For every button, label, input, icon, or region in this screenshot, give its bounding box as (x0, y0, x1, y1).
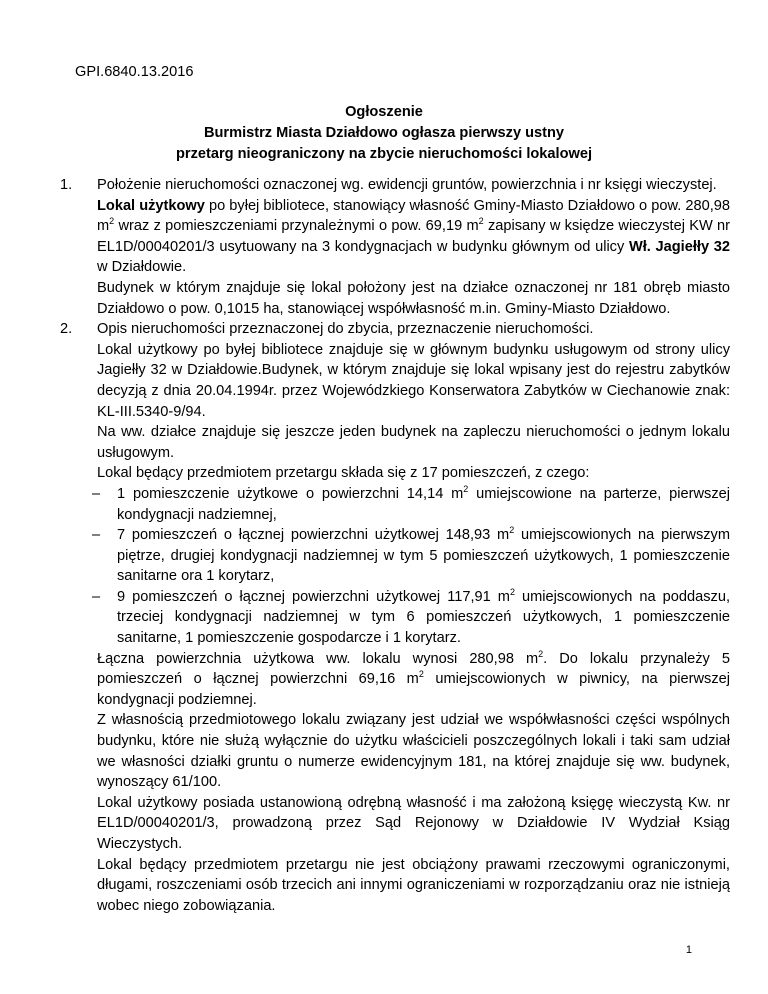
section-1 (60, 175, 731, 319)
paragraph (97, 649, 730, 711)
paragraph: Lokal użytkowy posiada ustanowioną odrębną własność i ma założoną księgę wieczystą Kw. nr EL1D/00040201/3, prowadzoną przez Sąd Rejonowy w Działdowie IV Wydział Ksiąg Wieczystych. (97, 794, 730, 852)
bold-text: Lokal użytkowy (97, 197, 205, 214)
text-span: . Do lokalu przynależy 5 pomieszczeń o łącznej powierzchni 69,16 m (97, 650, 730, 688)
paragraph (97, 196, 730, 278)
text-span: umiejscowionych na poddaszu, trzeciej kondygnacji nadziemnej w tym 6 pomieszczeń użytkowych, 1 pomieszczenie sanitarne, 1 pomieszczenie gospodarcze i 1 korytarz. (117, 588, 730, 647)
page-number: 1 (685, 944, 692, 956)
paragraph: Lokal będący przedmiotem przetargu nie jest obciążony prawami rzeczowymi ograniczonymi, długami, roszczeniami osób trzecich ani innymi ograniczeniami w rozporządzaniu oraz nie istnieją wobec niego zobowiązania. (97, 856, 730, 914)
document-reference: GPI.6840.13.2016 (75, 64, 194, 80)
dash-bullet: – (92, 588, 101, 605)
superscript: 2 (109, 216, 115, 227)
announcement-subtitle-line-1: Burmistrz Miasta Działdowo ogłasza pierwszy ustny (203, 125, 565, 141)
announcement-subtitle-line-2: przetarg nieograniczony na zbycie nieruchomości lokalowej (175, 146, 593, 162)
superscript: 2 (478, 216, 484, 227)
bold-text: Wł. Jagiełły 32 (628, 238, 730, 255)
superscript: 2 (509, 525, 515, 536)
section-heading: Opis nieruchomości przeznaczonej do zbycia, przeznaczenie nieruchomości. (97, 321, 594, 338)
superscript: 2 (509, 586, 515, 597)
section-number: 1. (60, 177, 73, 193)
text-span: umiejscowione na parterze, pierwszej kondygnacji nadziemnej, (117, 485, 730, 523)
text-span: w Działdowie. (97, 259, 187, 276)
paragraph: Z własnością przedmiotowego lokalu związany jest udział we współwłasności części wspólnych budynku, które nie służą wyłącznie do użytku właścicieli poszczególnych lokali i taki sam udział we własności działki gruntu o numerze ewidencyjnym 181, na której znajduje się ww. budynek, wynoszący 61/100. (97, 712, 730, 791)
list-item (92, 525, 730, 587)
section-heading: Położenie nieruchomości oznaczonej wg. ewidencji gruntów, powierzchnia i nr księgi wieczystej. (97, 177, 717, 193)
paragraph: Na ww. działce znajduje się jeszcze jeden budynek na zapleczu nieruchomości o jednym lokalu usługowym. (97, 424, 730, 461)
section-list (60, 175, 730, 916)
text-span: 1 pomieszczenie użytkowe o powierzchni 14,14 m (117, 485, 464, 502)
text-span: 9 pomieszczeń o łącznej powierzchni użytkowej 117,91 m (117, 588, 510, 605)
text-span: Łączna powierzchnia użytkowa ww. lokalu wynosi 280,98 m (97, 650, 539, 667)
room-list (92, 483, 730, 649)
paragraph: Budynek w którym znajduje się lokal położony jest na działce oznaczonej nr 181 obręb miasto Działdowo o pow. 0,1015 ha, stanowiącej współwłasność m.in. Gminy-Miasto Działdowo. (97, 279, 730, 317)
section-2 (60, 319, 730, 916)
announcement-title: Ogłoszenie (345, 104, 423, 120)
list-item (92, 483, 730, 525)
paragraph: Lokal użytkowy po byłej bibliotece znajduje się w głównym budynku usługowym od strony ulicy Jagiełły 32 w Działdowie.Budynek, w którym znajduje się lokal wpisany jest do rejestru zabytków decyzją z dnia 20.04.1994r. przez Wojewódzkiego Konserwatora Zabytków w Ciechanowie znak: KL-III.5340-9/94. (97, 341, 730, 420)
text-span: zapisany w księdze wieczystej KW nr EL1D/00040201/3 usytuowany na 3 kondygnacjach w budynku głównym od ulicy (97, 218, 730, 255)
text-span: umiejscowionych na pierwszym piętrze, drugiej kondygnacji nadziemnej w tym 5 pomieszczeń użytkowych, 1 pomieszczenie sanitarne ora 1 korytarz, (117, 527, 730, 585)
dash-bullet: – (92, 527, 101, 544)
superscript: 2 (538, 648, 544, 659)
text-span: 7 pomieszczeń o łącznej powierzchni użytkowej 148,93 m (117, 527, 510, 544)
superscript: 2 (463, 483, 469, 494)
paragraph: Lokal będący przedmiotem przetargu składa się z 17 pomieszczeń, z czego: (97, 465, 590, 482)
list-item (92, 586, 730, 649)
text-span: umiejscowionych w piwnicy, na pierwszej kondygnacji podziemnej. (97, 671, 730, 708)
superscript: 2 (418, 669, 424, 680)
section-number: 2. (60, 321, 73, 338)
text-span: wraz z pomieszczeniami przynależnymi o pow. 69,19 m (114, 218, 479, 235)
text-span: po byłej bibliotece, stanowiący własność Gminy-Miasto Działdowo o pow. 280,98 m (97, 197, 731, 235)
announcement-heading (75, 102, 693, 165)
dash-bullet: – (92, 485, 101, 502)
